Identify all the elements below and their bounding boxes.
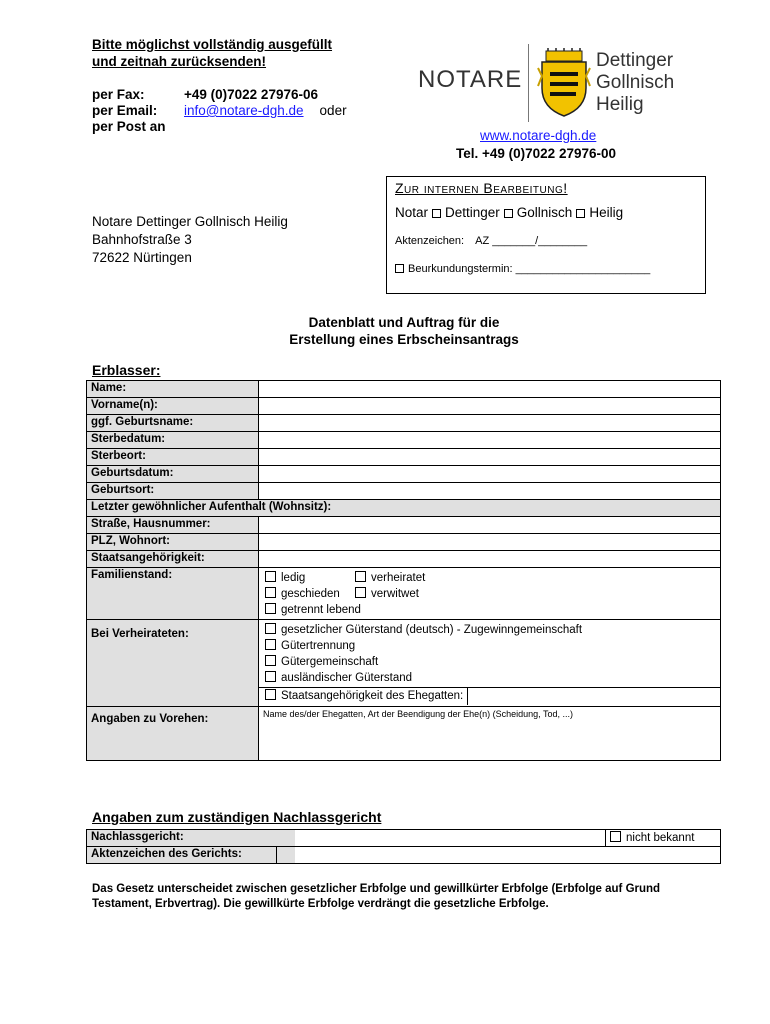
phone-number: Tel. +49 (0)7022 27976-00: [456, 146, 616, 161]
logo-word: NOTARE: [418, 66, 523, 93]
email-label: per Email:: [92, 103, 158, 118]
notar-dettinger: Dettinger: [445, 205, 500, 220]
checkbox-heilig[interactable]: [576, 209, 585, 218]
checkbox-staats-ehegatte[interactable]: [265, 689, 276, 700]
website-link[interactable]: www.notare-dgh.de: [480, 128, 597, 143]
document-title-line2: Erstellung eines Erbscheinsantrags: [289, 332, 519, 347]
table-row: [87, 381, 721, 398]
fax-number: +49 (0)7022 27976-06: [184, 87, 318, 102]
sterbeort-field[interactable]: [259, 449, 721, 466]
checkbox-dettinger[interactable]: [432, 209, 441, 218]
option-auslaendisch: ausländischer Güterstand: [281, 672, 413, 684]
fax-label: per Fax:: [92, 87, 145, 102]
nachlassgericht-field[interactable]: [277, 830, 606, 847]
geburtsname-field[interactable]: [259, 415, 721, 432]
checkbox-auslaendisch[interactable]: [265, 671, 276, 682]
aktenzeichen-value: AZ _______/________: [475, 235, 588, 247]
return-notice: [92, 36, 332, 70]
internal-title: Zur internen Bearbeitung!: [395, 180, 568, 196]
coat-of-arms-icon: [536, 48, 592, 118]
table-row: [87, 847, 721, 864]
gueterstand-options: [259, 620, 721, 707]
name-field[interactable]: [259, 381, 721, 398]
table-row: [87, 830, 721, 847]
aktenzeichen-line: [395, 235, 587, 247]
recipient-address: [92, 213, 288, 267]
checkbox-guetergemeinschaft[interactable]: [265, 655, 276, 666]
contact-block: [92, 87, 347, 135]
notar-label: Notar: [395, 205, 429, 220]
table-row: [87, 415, 721, 432]
aktenzeichen-label: Aktenzeichen:: [395, 235, 465, 247]
option-staats-ehegatte: Staatsangehörigkeit des Ehegatten:: [281, 688, 468, 705]
return-notice-line1: Bitte möglichst vollständig ausgefüllt: [92, 37, 333, 52]
option-verheiratet: verheiratet: [371, 572, 426, 584]
checkbox-verheiratet[interactable]: [355, 571, 366, 582]
checkbox-zugewinn[interactable]: [265, 623, 276, 634]
staatsangehoerigkeit-field[interactable]: [259, 551, 721, 568]
option-ledig: ledig: [281, 572, 306, 584]
row-label-staatsangehoerigkeit: Staatsangehörigkeit:: [87, 551, 259, 568]
post-label: per Post an: [92, 119, 166, 134]
sterbedatum-field[interactable]: [259, 432, 721, 449]
geburtsdatum-field[interactable]: [259, 466, 721, 483]
vorehen-field[interactable]: [259, 707, 721, 761]
logo-name-gollnisch: Gollnisch: [596, 72, 675, 93]
familienstand-options: [259, 568, 721, 620]
row-label-plz-wohnort: PLZ, Wohnort:: [87, 534, 259, 551]
option-guetergemeinschaft: Gütergemeinschaft: [281, 656, 379, 668]
address-line2: Bahnhofstraße 3: [92, 232, 192, 247]
nachlass-heading: Angaben zum zuständigen Nachlassgericht: [92, 809, 382, 825]
table-row: [87, 517, 721, 534]
beurkundung-line: [395, 263, 650, 275]
address-line3: 72622 Nürtingen: [92, 250, 192, 265]
internal-processing-box: [386, 176, 706, 294]
notar-selection: [395, 205, 623, 220]
table-row: [87, 432, 721, 449]
row-label-gericht-aktenzeichen: Aktenzeichen des Gerichts:: [87, 847, 277, 864]
table-row: [87, 568, 721, 620]
row-label-sterbedatum: Sterbedatum:: [87, 432, 259, 449]
checkbox-guetertrennung[interactable]: [265, 639, 276, 650]
row-label-geburtsdatum: Geburtsdatum:: [87, 466, 259, 483]
erblasser-heading: Erblasser:: [92, 362, 161, 378]
checkbox-ledig[interactable]: [265, 571, 276, 582]
checkbox-beurkundung[interactable]: [395, 264, 404, 273]
row-label-familienstand: Familienstand:: [87, 568, 259, 620]
row-label-vorehen: Angaben zu Vorehen:: [87, 707, 259, 761]
logo-name-dettinger: Dettinger: [596, 50, 674, 71]
row-label-strasse: Straße, Hausnummer:: [87, 517, 259, 534]
option-guetertrennung: Gütertrennung: [281, 640, 356, 652]
notar-heilig: Heilig: [589, 205, 624, 220]
checkbox-geschieden[interactable]: [265, 587, 276, 598]
document-title-line1: Datenblatt und Auftrag für die: [308, 315, 500, 330]
checkbox-nicht-bekannt[interactable]: [610, 831, 621, 842]
table-row: [87, 483, 721, 500]
return-notice-line2: und zeitnah zurücksenden!: [92, 54, 267, 69]
erblasser-table: [86, 380, 721, 761]
table-row: [87, 707, 721, 761]
table-row: [87, 620, 721, 707]
beurkundung-label: Beurkundungstermin: ______________________: [408, 263, 651, 275]
logo-names: [596, 50, 674, 116]
notar-gollnisch: Gollnisch: [516, 205, 573, 220]
option-getrennt: getrennt lebend: [281, 604, 361, 616]
strasse-field[interactable]: [259, 517, 721, 534]
row-label-geburtsort: Geburtsort:: [87, 483, 259, 500]
notary-logo: [418, 44, 698, 124]
table-row: [87, 449, 721, 466]
checkbox-gollnisch[interactable]: [504, 209, 513, 218]
table-row: [87, 534, 721, 551]
gericht-aktenzeichen-field[interactable]: [277, 847, 721, 864]
row-label-verheiratete: Bei Verheirateten:: [87, 620, 259, 707]
checkbox-verwitwet[interactable]: [355, 587, 366, 598]
nicht-bekannt-label: nicht bekannt: [626, 832, 695, 844]
document-title: [0, 314, 770, 348]
table-row: [87, 500, 721, 517]
nachlass-table: [86, 829, 721, 864]
row-label-geburtsname: ggf. Geburtsname:: [87, 415, 259, 432]
logo-divider: [528, 44, 529, 122]
row-label-vorname: Vorname(n):: [87, 398, 259, 415]
table-row: [87, 466, 721, 483]
table-row: [87, 398, 721, 415]
table-row: [87, 551, 721, 568]
erbfolge-note: Das Gesetz unterscheidet zwischen gesetzlicher Erbfolge und gewillkürter Erbfolge (Erbfolge auf Grund Testament, Erbvertrag). Die gewillkürte Erbfolge verdrängt die gesetzliche Erbfolge.: [92, 883, 661, 910]
aufenthalt-header: Letzter gewöhnlicher Aufenthalt (Wohnsitz):: [87, 500, 721, 517]
plz-wohnort-field[interactable]: [259, 534, 721, 551]
vorehen-hint: Name des/der Ehegatten, Art der Beendigung der Ehe(n) (Scheidung, Tod, ...): [263, 709, 574, 719]
option-zugewinn: gesetzlicher Güterstand (deutsch) - Zugewinngemeinschaft: [281, 624, 583, 636]
geburtsort-field[interactable]: [259, 483, 721, 500]
logo-name-heilig: Heilig: [596, 94, 644, 115]
address-line1: Notare Dettinger Gollnisch Heilig: [92, 214, 288, 229]
row-label-sterbeort: Sterbeort:: [87, 449, 259, 466]
checkbox-getrennt[interactable]: [265, 603, 276, 614]
email-link[interactable]: info@notare-dgh.de: [184, 103, 304, 118]
ehegatte-row: [259, 687, 720, 706]
option-verwitwet: verwitwet: [371, 588, 419, 600]
row-label-nachlassgericht: Nachlassgericht:: [87, 830, 277, 847]
nicht-bekannt-cell: [606, 830, 721, 847]
vorname-field[interactable]: [259, 398, 721, 415]
option-geschieden: geschieden: [281, 588, 340, 600]
row-label-name: Name:: [87, 381, 259, 398]
email-suffix: oder: [319, 103, 347, 118]
